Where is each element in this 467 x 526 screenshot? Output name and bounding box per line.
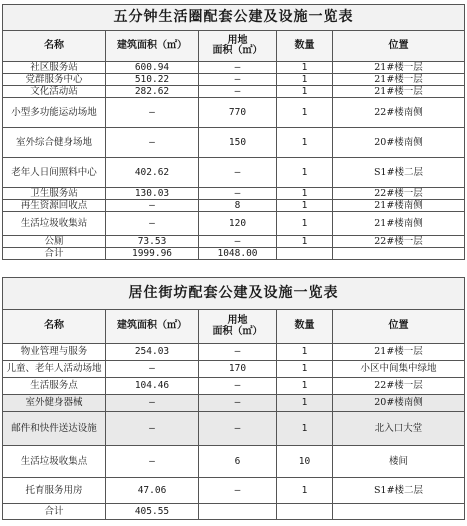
cell-land-area: —: [199, 74, 277, 86]
cell-name: 文化活动站: [3, 86, 106, 98]
cell-build-area: —: [106, 212, 199, 236]
table-row: [3, 378, 465, 395]
header-location: 位置: [333, 31, 465, 62]
table-public-facilities-block: [2, 277, 464, 520]
header-land-area: [199, 31, 277, 62]
cell-build-area: —: [106, 98, 199, 128]
cell-name: 生活垃圾收集点: [3, 446, 106, 478]
cell-location: 北入口大堂: [333, 412, 465, 446]
cell-qty: 1: [277, 412, 333, 446]
header-build-area: 建筑面积（㎡）: [106, 31, 199, 62]
cell-location: 21#楼一层: [333, 344, 465, 361]
cell-name: 室外综合健身场地: [3, 128, 106, 158]
cell-build-area: 254.03: [106, 344, 199, 361]
cell-qty: [277, 504, 333, 520]
cell-land-area: 120: [199, 212, 277, 236]
cell-name: 生活垃圾收集站: [3, 212, 106, 236]
cell-qty: 1: [277, 361, 333, 378]
header-name: 名称: [3, 31, 106, 62]
cell-land-area: —: [199, 188, 277, 200]
header-land-area-line1: 用地: [227, 34, 248, 46]
table-row: [3, 128, 465, 158]
cell-qty: 1: [277, 478, 333, 504]
table-row-total: [3, 248, 465, 260]
header-build-area: 建筑面积（㎡）: [106, 310, 199, 344]
cell-build-area: 510.22: [106, 74, 199, 86]
table-row: [3, 478, 465, 504]
table-row: [3, 212, 465, 236]
table-row: [3, 412, 465, 446]
cell-name: 儿童、老年人活动场地: [3, 361, 106, 378]
cell-land-area: 170: [199, 361, 277, 378]
cell-location: 22#楼一层: [333, 188, 465, 200]
cell-name: 小型多功能运动场地: [3, 98, 106, 128]
cell-build-area: 405.55: [106, 504, 199, 520]
header-name: 名称: [3, 310, 106, 344]
cell-name: 生活服务点: [3, 378, 106, 395]
table-row: [3, 62, 465, 74]
cell-land-area: —: [199, 344, 277, 361]
cell-land-area: 1048.00: [199, 248, 277, 260]
cell-name: 卫生服务站: [3, 188, 106, 200]
header-location: 位置: [333, 310, 465, 344]
cell-location: 小区中间集中绿地: [333, 361, 465, 378]
table-row: [3, 395, 465, 412]
cell-build-area: 402.62: [106, 158, 199, 188]
cell-build-area: —: [106, 446, 199, 478]
cell-qty: 1: [277, 344, 333, 361]
cell-land-area: —: [199, 378, 277, 395]
cell-location: 22#楼一层: [333, 378, 465, 395]
cell-qty: [277, 248, 333, 260]
cell-build-area: 47.06: [106, 478, 199, 504]
table-title: 五分钟生活圈配套公建及设施一览表: [3, 5, 465, 31]
header-qty: 数量: [277, 31, 333, 62]
table-row: [3, 236, 465, 248]
cell-build-area: —: [106, 395, 199, 412]
cell-qty: 1: [277, 98, 333, 128]
cell-land-area: —: [199, 395, 277, 412]
cell-location: 20#楼南侧: [333, 128, 465, 158]
cell-land-area: 6: [199, 446, 277, 478]
cell-qty: 1: [277, 74, 333, 86]
cell-land-area: 8: [199, 200, 277, 212]
cell-build-area: —: [106, 200, 199, 212]
table-public-facilities-5min: [2, 4, 464, 260]
cell-build-area: 130.03: [106, 188, 199, 200]
cell-land-area: —: [199, 478, 277, 504]
header-land-area-line2: 面积（㎡）: [212, 325, 263, 337]
table-row: [3, 86, 465, 98]
cell-location: 21#楼南侧: [333, 212, 465, 236]
table-row: [3, 200, 465, 212]
table-title: 居住街坊配套公建及设施一览表: [3, 278, 465, 310]
cell-name: 邮件和快件送达设施: [3, 412, 106, 446]
cell-qty: 1: [277, 62, 333, 74]
cell-location: 22#楼一层: [333, 236, 465, 248]
cell-qty: 1: [277, 200, 333, 212]
cell-qty: 1: [277, 236, 333, 248]
cell-location: 21#楼一层: [333, 62, 465, 74]
cell-name: 物业管理与服务: [3, 344, 106, 361]
table-row: [3, 98, 465, 128]
header-land-area: [199, 310, 277, 344]
cell-build-area: —: [106, 412, 199, 446]
cell-qty: 1: [277, 395, 333, 412]
cell-name: 再生资源回收点: [3, 200, 106, 212]
cell-location: [333, 504, 465, 520]
cell-location: 21#楼一层: [333, 86, 465, 98]
cell-location: 楼间: [333, 446, 465, 478]
cell-land-area: [199, 504, 277, 520]
cell-qty: 1: [277, 128, 333, 158]
table-row: [3, 344, 465, 361]
cell-qty: 1: [277, 188, 333, 200]
cell-location: 21#楼南侧: [333, 200, 465, 212]
cell-name: 合计: [3, 248, 106, 260]
header-land-area-line2: 面积（㎡）: [212, 45, 263, 56]
cell-build-area: 1999.96: [106, 248, 199, 260]
header-land-area-line1: 用地: [227, 315, 248, 326]
cell-name: 合计: [3, 504, 106, 520]
cell-qty: 1: [277, 212, 333, 236]
table-row: [3, 74, 465, 86]
cell-land-area: —: [199, 86, 277, 98]
cell-qty: 1: [277, 86, 333, 98]
cell-name: 老年人日间照料中心: [3, 158, 106, 188]
table-row: [3, 158, 465, 188]
table-row: [3, 446, 465, 478]
cell-name: 托育服务用房: [3, 478, 106, 504]
cell-land-area: —: [199, 412, 277, 446]
cell-qty: 1: [277, 378, 333, 395]
cell-land-area: 150: [199, 128, 277, 158]
cell-land-area: —: [199, 158, 277, 188]
table-row-total: [3, 504, 465, 520]
cell-name: 党群服务中心: [3, 74, 106, 86]
cell-name: 公厕: [3, 236, 106, 248]
cell-name: 室外健身器械: [3, 395, 106, 412]
header-qty: 数量: [277, 310, 333, 344]
cell-location: 21#楼一层: [333, 74, 465, 86]
cell-land-area: —: [199, 236, 277, 248]
cell-location: 22#楼南侧: [333, 98, 465, 128]
cell-build-area: —: [106, 361, 199, 378]
cell-location: [333, 248, 465, 260]
cell-location: S1#楼二层: [333, 158, 465, 188]
cell-name: 社区服务站: [3, 62, 106, 74]
cell-build-area: —: [106, 128, 199, 158]
cell-build-area: 282.62: [106, 86, 199, 98]
cell-land-area: —: [199, 62, 277, 74]
cell-build-area: 73.53: [106, 236, 199, 248]
table-row: [3, 188, 465, 200]
cell-build-area: 600.94: [106, 62, 199, 74]
table-row: [3, 361, 465, 378]
cell-location: S1#楼二层: [333, 478, 465, 504]
cell-location: 20#楼南侧: [333, 395, 465, 412]
cell-qty: 1: [277, 158, 333, 188]
cell-qty: 10: [277, 446, 333, 478]
cell-land-area: 770: [199, 98, 277, 128]
cell-build-area: 104.46: [106, 378, 199, 395]
